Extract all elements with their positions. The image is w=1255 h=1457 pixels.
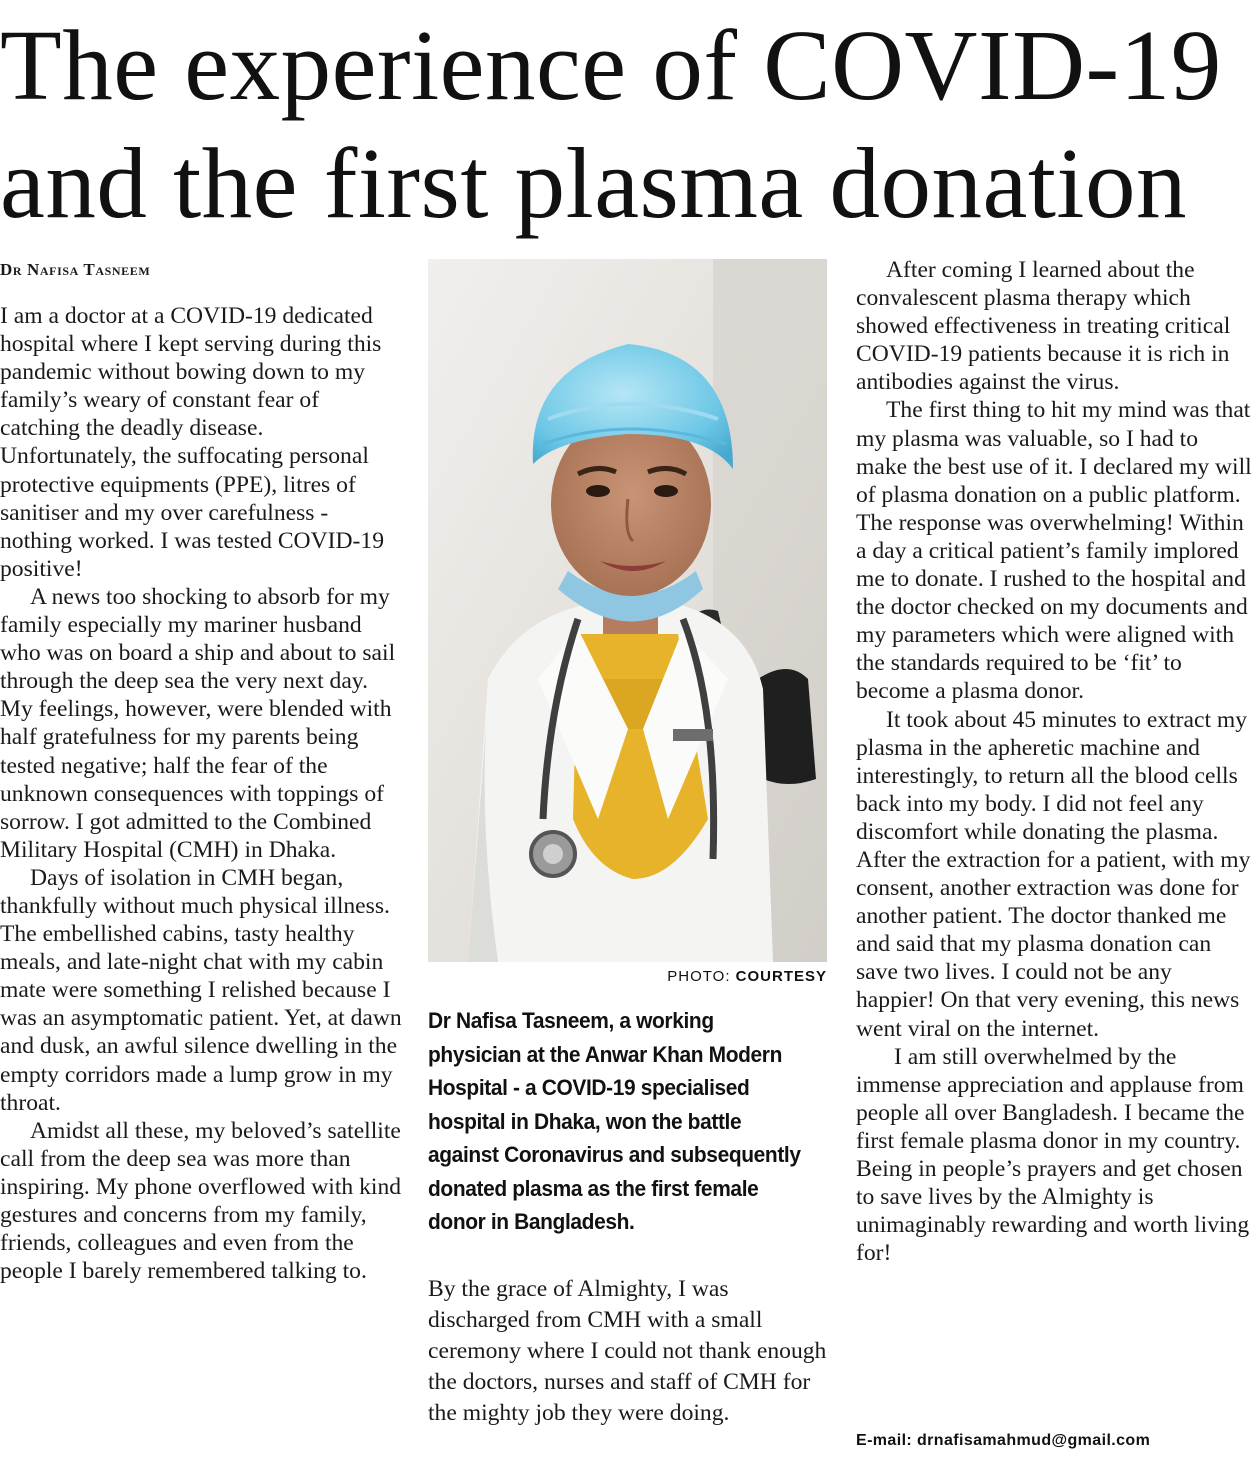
left-column [0, 256, 402, 1285]
middle-column [428, 1274, 830, 1429]
photo-caption: Dr Nafisa Tasneem, a working physician at the Anwar Khan Modern Hospital - a COVID-19 specialised hospital in Dhaka, won the battle against Coronavirus and subsequently donated plasma as the first female donor in Bangladesh. [428, 1008, 801, 1234]
headline-line-1: The experience of COVID-19 [0, 9, 1222, 121]
author-email: E-mail: drnafisamahmud@gmail.com [856, 1432, 1151, 1449]
right-paragraph-4: I am still overwhelmed by the immense appreciation and applause from people all over Bangladesh. I became the first female plasma donor in my country. Being in people’s prayers and get chosen to save lives by the Almighty is unimaginably rewarding and worth living for! [856, 1043, 1250, 1267]
left-paragraph-2: A news too shocking to absorb for my family especially my mariner husband who was on board a ship and about to sail through the deep sea the very next day. My feelings, however, were blended with half gratefulness for my parents being tested negative; half the fear of the unknown consequences with toppings of sorrow. I got admitted to the Combined Military Hospital (CMH) in Dhaka. [0, 583, 396, 863]
headline-line-2: and the first plasma donation [0, 127, 1187, 239]
left-paragraph-4: Amidst all these, my beloved’s satellite call from the deep sea was more than inspiring. My phone overflowed with kind gestures and concerns from my family, friends, colleagues and even from the people I barely remembered talking to. [0, 1117, 402, 1285]
photo-credit-source: COURTESY [735, 968, 827, 985]
photo-credit-prefix: PHOTO: [667, 968, 731, 985]
headline [0, 6, 1255, 242]
photo-credit [428, 968, 827, 985]
right-paragraph-1: After coming I learned about the convalescent plasma therapy which showed effectiveness in treating critical COVID-19 patients because it is rich in antibodies against the virus. [856, 257, 1231, 396]
right-column [856, 256, 1255, 1267]
doctor-portrait-photo [428, 259, 827, 962]
middle-paragraph: By the grace of Almighty, I was discharged from CMH with a small ceremony where I could not thank enough the doctors, nurses and staff of CMH for the mighty job they were doing. [428, 1276, 827, 1426]
left-paragraph-3: Days of isolation in CMH began, thankfully without much physical illness. The embellished cabins, tasty healthy meals, and late-night chat with my cabin mate were something I relished because I was an asymptomatic patient. Yet, at dawn and dusk, an awful silence dwelling in the empty corridors made a lump grow in my throat. [0, 864, 402, 1116]
byline: Dr Nafisa Tasneem [0, 260, 151, 279]
left-paragraph-1: I am a doctor at a COVID-19 dedicated hospital where I kept serving during this pandemic without bowing down to my family’s weary of constant fear of catching the deadly disease. Unfortunately, the suffocating personal protective equipments (PPE), litres of sanitiser and my over carefulness - nothing worked. I was tested COVID-19 positive! [0, 303, 384, 582]
right-paragraph-2: The first thing to hit my mind was that my plasma was valuable, so I had to make the best use of it. I declared my will of plasma donation on a public platform. The response was overwhelming! Within a day a critical patient’s family implored me to donate. I rushed to the hospital and the doctor checked on my documents and my parameters which were aligned with the standards required to be ‘fit’ to become a plasma donor. [856, 397, 1252, 705]
right-paragraph-3: It took about 45 minutes to extract my plasma in the apheretic machine and interestingly, to return all the blood cells back into my body. I did not feel any discomfort while donating the plasma. After the extraction for a patient, with my consent, another extraction was done for another patient. The doctor thanked me and said that my plasma donation can save two lives. I could not be any happier! On that very evening, this news went viral on the internet. [856, 706, 1251, 1042]
